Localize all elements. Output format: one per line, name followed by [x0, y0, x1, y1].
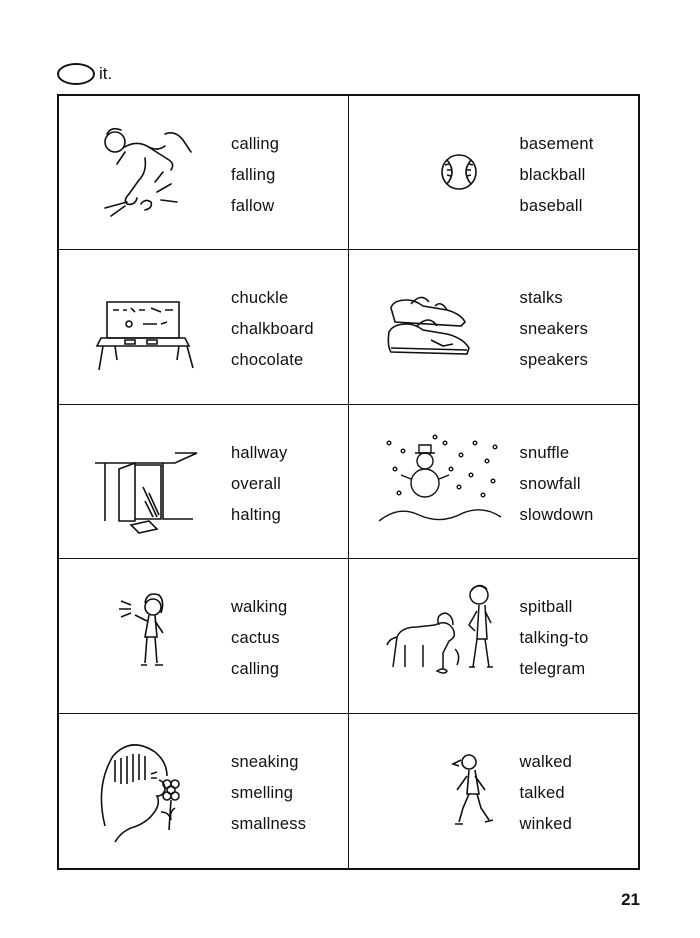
cell-2: [349, 96, 639, 250]
word-choice: walking: [231, 598, 288, 617]
boy-falling-drawing: [85, 112, 215, 232]
word-choice: speakers: [519, 351, 589, 370]
word-choice: overall: [231, 474, 282, 493]
cell-5: [59, 405, 349, 559]
word-choice: sneakers: [519, 320, 589, 339]
word-choice: snowfall: [519, 474, 581, 493]
word-choices: [231, 287, 314, 380]
word-choice: baseball: [519, 197, 583, 215]
word-choices: [520, 133, 594, 226]
cell-3: [59, 250, 349, 404]
word-choices: [520, 287, 589, 380]
word-picture-grid: [57, 94, 640, 870]
word-choice: spitball: [519, 598, 573, 617]
cell-4: [349, 250, 639, 404]
baseball-drawing: [375, 112, 505, 232]
word-choice: talking-to: [519, 629, 589, 648]
word-choice: fallow: [231, 197, 275, 215]
word-choices: [231, 751, 306, 844]
boy-dog-spitball-drawing: [375, 575, 505, 695]
cell-6: [349, 405, 639, 559]
girl-calling-drawing: [85, 575, 215, 695]
word-choice: telegram: [519, 660, 586, 679]
answer-oval: [57, 63, 95, 85]
girl-walking-drawing: [375, 730, 505, 850]
instruction-text: it.: [99, 64, 113, 83]
word-choice: smelling: [231, 783, 294, 802]
word-choice: stalks: [519, 289, 563, 308]
snowman-snowfall-drawing: [375, 421, 505, 541]
word-choices: [520, 442, 594, 535]
word-choice: halting: [231, 505, 282, 524]
word-choice: smallness: [231, 814, 307, 833]
cell-10: [349, 714, 639, 868]
word-choice: hallway: [231, 443, 288, 462]
word-choice: cactus: [231, 629, 280, 648]
word-choices: [231, 596, 287, 689]
hallway-door-drawing: [85, 421, 215, 541]
word-choice: basement: [519, 135, 594, 153]
word-choices: [520, 596, 589, 689]
word-choice: blackball: [519, 166, 586, 184]
word-choice: calling: [231, 135, 280, 153]
sneakers-drawing: [375, 266, 505, 386]
word-choice: walked: [519, 752, 573, 771]
girl-smelling-flower-drawing: [85, 730, 215, 850]
word-choice: snuffle: [519, 443, 570, 462]
word-choice: calling: [231, 660, 280, 679]
word-choice: chuckle: [231, 289, 289, 308]
cell-8: [349, 559, 639, 713]
chalkboard-drawing: [85, 266, 215, 386]
word-choices: [231, 133, 279, 226]
cell-9: [59, 714, 349, 868]
word-choice: talked: [519, 783, 565, 802]
word-choice: chalkboard: [231, 320, 314, 339]
word-choice: winked: [519, 814, 573, 833]
word-choice: sneaking: [231, 752, 299, 771]
word-choices: [231, 442, 287, 535]
word-choice: falling: [231, 166, 276, 184]
cell-7: [59, 559, 349, 713]
word-choice: chocolate: [231, 351, 304, 370]
page-number: 21: [621, 890, 640, 909]
word-choice: slowdown: [519, 505, 594, 524]
cell-1: [59, 96, 349, 250]
instruction: [57, 62, 112, 86]
word-choices: [520, 751, 573, 844]
